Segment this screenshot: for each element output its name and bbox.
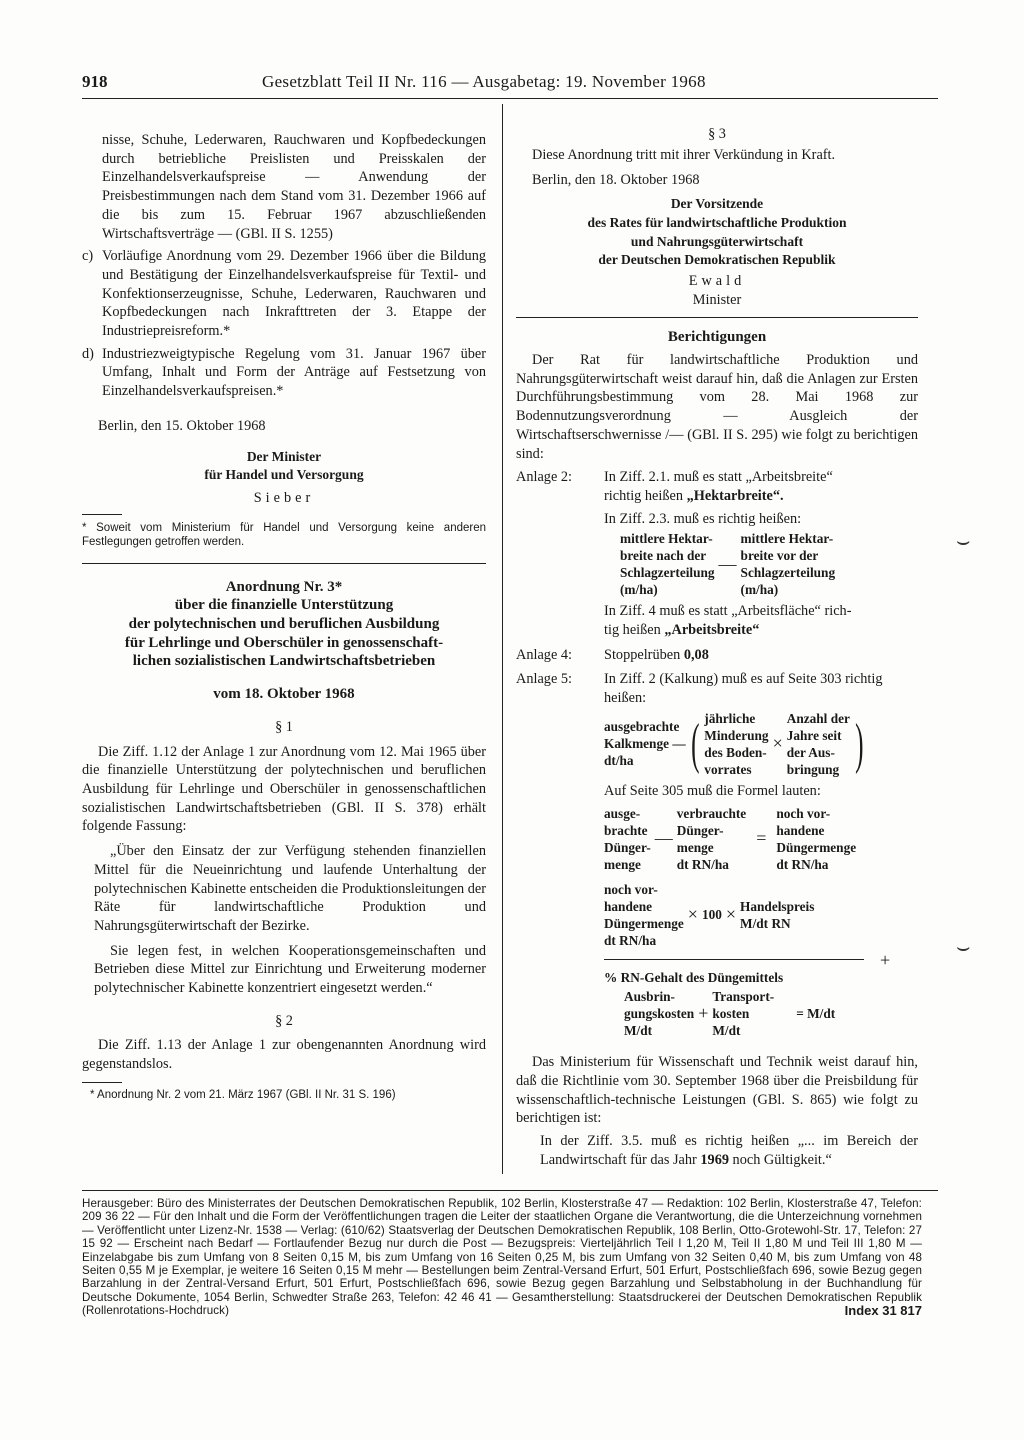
footnote: * Anordnung Nr. 2 vom 21. März 1967 (GBl. II Nr. 31 S. 196)	[90, 1088, 396, 1101]
footnote: * Soweit vom Ministerium für Handel und Versorgung keine anderen Festlegungen getroffen werden.	[82, 521, 486, 548]
formula-result: = M/dt	[796, 1006, 836, 1022]
annex-text: In Ziff. 2.1. muß es statt „Arbeitsbreite“	[604, 469, 833, 486]
section-text: Die Ziff. 1.13 der Anlage 1 zur obengenannten Anordnung wird gegenstandslos.	[82, 1037, 486, 1073]
header-rule	[82, 98, 938, 99]
formula-hektarbreite	[604, 530, 918, 598]
title-line: der polytechnischen und beruflichen Ausbildung	[128, 616, 440, 633]
formula-term: Transport- kosten M/dt	[712, 989, 775, 1039]
title-line: über die finanzielle Unterstützung	[174, 597, 394, 614]
list-item-c	[82, 247, 486, 341]
formula-term: noch vor- handene Düngermenge dt RN/ha	[604, 881, 684, 948]
formula-term: Handelspreis M/dt RN	[740, 898, 815, 931]
formula-term: Ausbrin- gungskosten M/dt	[624, 989, 695, 1039]
annex-5	[516, 670, 918, 1039]
times-operator: ×	[687, 904, 698, 925]
corrections-heading: Berichtigungen	[667, 329, 767, 346]
title-line: Anordnung Nr. 3*	[225, 578, 343, 595]
signatory-name: Ewald	[688, 272, 746, 289]
running-title: Gesetzblatt Teil II Nr. 116 — Ausgabetag: 19. November 1968	[262, 72, 706, 91]
times-operator: ×	[772, 733, 783, 754]
correction-paragraph: Das Ministerium für Wissenschaft und Technik weist darauf hin, daß die Richtlinie vom 30. September 1968 über die Preisbildung für wissenschaftlich-technische Leistungen (GBl. S. 865) wie folgt zu berichtigen ist:	[516, 1054, 918, 1127]
correction-quote: In der Ziff. 3.5. muß es richtig heißen „... im Bereich der Landwirtschaft für das Jahr 1969 noch Gültigkeit.“	[540, 1133, 918, 1168]
section-text: Die Ziff. 1.12 der Anlage 1 zur Anordnung vom 12. Mai 1965 über die finanzielle Unterstützung der polytechnischen und beruflichen Ausbildung für Lehrlinge und Oberschüler in genossenschaftlichen sozialistischen Landwirtschaftsbetrieben (GBl. II S. 378) erhält folgende Fassung:	[82, 743, 486, 835]
signatory-name: Sieber	[253, 489, 315, 506]
fraction-bar-row	[604, 951, 918, 970]
signatory-title: des Rates für landwirtschaftliche Produktion	[587, 214, 847, 230]
section-text: Diese Anordnung tritt mit ihrer Verkündung in Kraft.	[532, 146, 836, 163]
formula-kosten	[604, 988, 918, 1039]
annex-2	[516, 468, 918, 640]
annex-text: tig heißen „Arbeitsbreite“	[604, 622, 760, 639]
equals-operator: =	[756, 828, 767, 849]
annex-text: In Ziff. 4 muß es statt „Arbeitsfläche“ rich-	[604, 603, 852, 620]
order-title	[82, 578, 486, 672]
formula-term: ausgebrachte Kalkmenge — dt/ha	[604, 719, 686, 769]
quote-paragraph: Sie legen fest, in welchen Kooperationsgemeinschaften und Betrieben diese Mittel zur Einrichtung und Erweiterung moderner polytechnischer Kabinette konzentriert eingesetzt werden.“	[94, 942, 486, 997]
margin-mark: ⌣	[956, 528, 971, 553]
column-divider	[502, 104, 503, 1174]
annex-text: Auf Seite 305 muß die Formel lauten:	[604, 782, 821, 799]
annex-label: Anlage 4:	[516, 646, 572, 663]
order-date: vom 18. Oktober 1968	[213, 686, 355, 703]
signatory-title: für Handel und Versorgung	[204, 467, 364, 483]
annex-4	[516, 646, 918, 665]
formula-term: ausge- brachte Dünger- menge	[604, 805, 651, 872]
right-column	[516, 125, 918, 1170]
formula-term: mittlere Hektar- breite nach der Schlagzerteilung (m/ha)	[620, 531, 715, 598]
section-rule	[82, 563, 486, 564]
formula-term: Anzahl der Jahre seit der Aus- bringung	[786, 710, 850, 777]
list-label: c)	[82, 248, 94, 265]
list-item-d	[82, 345, 486, 401]
margin-mark: ⌣	[956, 934, 971, 959]
item-b-continuation: nisse, Schuhe, Lederwaren, Rauchwaren und Kopfbedeckungen durch betriebliche Preislisten und Preisskalen der Einzelhandelsverkaufspreise — Anwendung der Preisbestimmungen nach dem Stand vom 31. Dezember 1966 auf die bis zum 15. Februar 1967 abzuschließenden Wirtschaftsverträge — (GBl. II S. 1255)	[102, 132, 486, 242]
times-operator: ×	[725, 904, 737, 925]
footnote-rule	[82, 1082, 122, 1083]
formula-duengermenge	[604, 805, 918, 873]
annex-text: In Ziff. 2 (Kalkung) muß es auf Seite 303 richtig heißen:	[604, 671, 883, 707]
quote-paragraph: „Über den Einsatz der zur Verfügung stehenden finanziellen Mittel für die Neueinrichtung und laufende Unterhaltung der polytechnischen Kabinette entscheiden die Produktionsleitungen der Räte für landwirtschaftliche Produktion und Nahrungsgüterwirtschaft der Bezirke.	[94, 843, 486, 934]
formula-term: mittlere Hektar- breite vor der Schlagzerteilung (m/ha)	[740, 531, 836, 598]
footnote-rule	[82, 514, 122, 515]
corrections-intro: Der Rat für landwirtschaftliche Produktion und Nahrungsgüterwirtschaft weist darauf hin, daß die Anlagen zur Ersten Durchführungsbestimmung vom 28. Mai 1968 zur Bodennutzungsverordnung — Ausgleich der Wirtschaftserschwernisse /— (GBl. II S. 295) wie folgt zu berichtigen sind:	[516, 352, 918, 462]
annex-text: richtig heißen „Hektarbreite“.	[604, 487, 784, 504]
signatory-title: Der Vorsitzende	[670, 196, 764, 212]
signatory-title: Der Minister	[246, 448, 322, 464]
signatory-role: Minister	[692, 291, 742, 308]
fraction-bar	[604, 959, 864, 960]
formula-term: noch vor- handene Düngermenge dt RN/ha	[776, 805, 857, 872]
section-rule	[516, 317, 918, 318]
factor-100: 100	[701, 907, 722, 923]
section-heading: § 2	[275, 1012, 293, 1029]
footer-rule	[82, 1190, 938, 1191]
page-number: 918	[82, 72, 108, 91]
signatory-title: und Nahrungsgüterwirtschaft	[630, 233, 804, 249]
annex-label: Anlage 2:	[516, 469, 572, 486]
plus-operator: +	[880, 949, 891, 970]
section-heading: § 3	[708, 126, 726, 142]
annex-text: In Ziff. 2.3. muß es richtig heißen:	[604, 510, 802, 527]
formula-term: verbrauchte Dünger- menge dt RN/ha	[676, 805, 747, 872]
annex-label: Anlage 5:	[516, 671, 572, 688]
open-paren: (	[690, 712, 700, 775]
close-paren: )	[855, 712, 864, 775]
formula-denominator: % RN-Gehalt des Düngemittels	[604, 970, 784, 986]
place-date: Berlin, den 18. Oktober 1968	[532, 172, 700, 189]
imprint: Herausgeber: Büro des Ministerrates der Deutschen Demokratischen Republik, 102 Berlin, Klosterstraße 47 — Redaktion: 102 Berlin, Klosterstraße 47, Telefon: 209 36 22 — Für den Inhalt und die Form der Veröffentlichungen tragen die Leiter der staatlichen Organe die Verantwortung, die die Unterzeichnung vornehmen — Veröffentlicht unter Lizenz-Nr. 1538 — Verlag: (610/62) Staatsverlag der Deutschen Demokratischen Republik, 108 Berlin, Otto-Grotewohl-Str. 17, Telefon: 27 15 92 — Erscheint nach Bedarf — Fortlaufender Bezug nur durch die Post — Bezugspreis: Vierteljährlich Teil I 1,20 M, Teil II 1,80 M und Teil III 1,80 M — Einzelabgabe bis zum Umfang von 8 Seiten 0,15 M, bis zum Umfang von 16 Seiten 0,25 M, bis zum Umfang von 32 Seiten 0,40 M, bis zum Umfang von 48 Seiten 0,55 M je Exemplar, je weitere 16 Seiten 0,15 M mehr — Bestellungen beim Zentral-Versand Erfurt, 501 Erfurt, Postschließfach 696, sowie Bezug gegen Barzahlung in der Zentral-Versand Erfurt, 501 Erfurt, Postschließfach 696, sowie Bezug gegen Barzahlung und Selbstabholung in der Buchhandlung für Deutsche Dokumente, 1054 Berlin, Schwedter Straße 263, Telefon: 42 46 41 — Gesamtherstellung: Staatsdruckerei der Deutschen Demokratischen Republik (Rollenrotations-Hochdruck)	[82, 1197, 922, 1318]
title-line: lichen sozialistischen Landwirtschaftsbetrieben	[132, 653, 436, 670]
minus-operator: —	[718, 553, 737, 574]
section-heading: § 1	[275, 718, 293, 735]
formula-kalkung	[604, 710, 918, 778]
formula-term: jährliche Minderung des Boden- vorrates	[704, 710, 769, 777]
title-line: für Lehrlinge und Oberschüler in genossenschaft-	[124, 634, 444, 651]
list-label: d)	[82, 345, 94, 362]
list-text: Industriezweigtypische Regelung vom 31. Januar 1967 über Umfang, Inhalt und Form der Anträge auf Festsetzung von Einzelhandelsverkaufspreisen.*	[102, 345, 486, 400]
minus-operator: —	[654, 828, 673, 849]
plus-operator: +	[698, 1003, 709, 1024]
place-date: Berlin, den 15. Oktober 1968	[98, 417, 266, 434]
index-number: Index 31 817	[844, 1303, 922, 1318]
signatory-title: der Deutschen Demokratischen Republik	[598, 252, 836, 268]
annex-text: Stoppelrüben 0,08	[604, 646, 709, 663]
formula-preis-numerator	[604, 881, 918, 949]
left-column	[82, 131, 486, 1102]
list-text: Vorläufige Anordnung vom 29. Dezember 1966 über die Bildung und Bestätigung der Einzelhandelsverkaufspreise für Textil- und Konfektionserzeugnisse, Schuhe, Lederwaren, Rauchwaren und Kopfbedeckungen nach Inkrafttreten der 3. Etappe der Industriepreisreform.*	[102, 248, 486, 340]
